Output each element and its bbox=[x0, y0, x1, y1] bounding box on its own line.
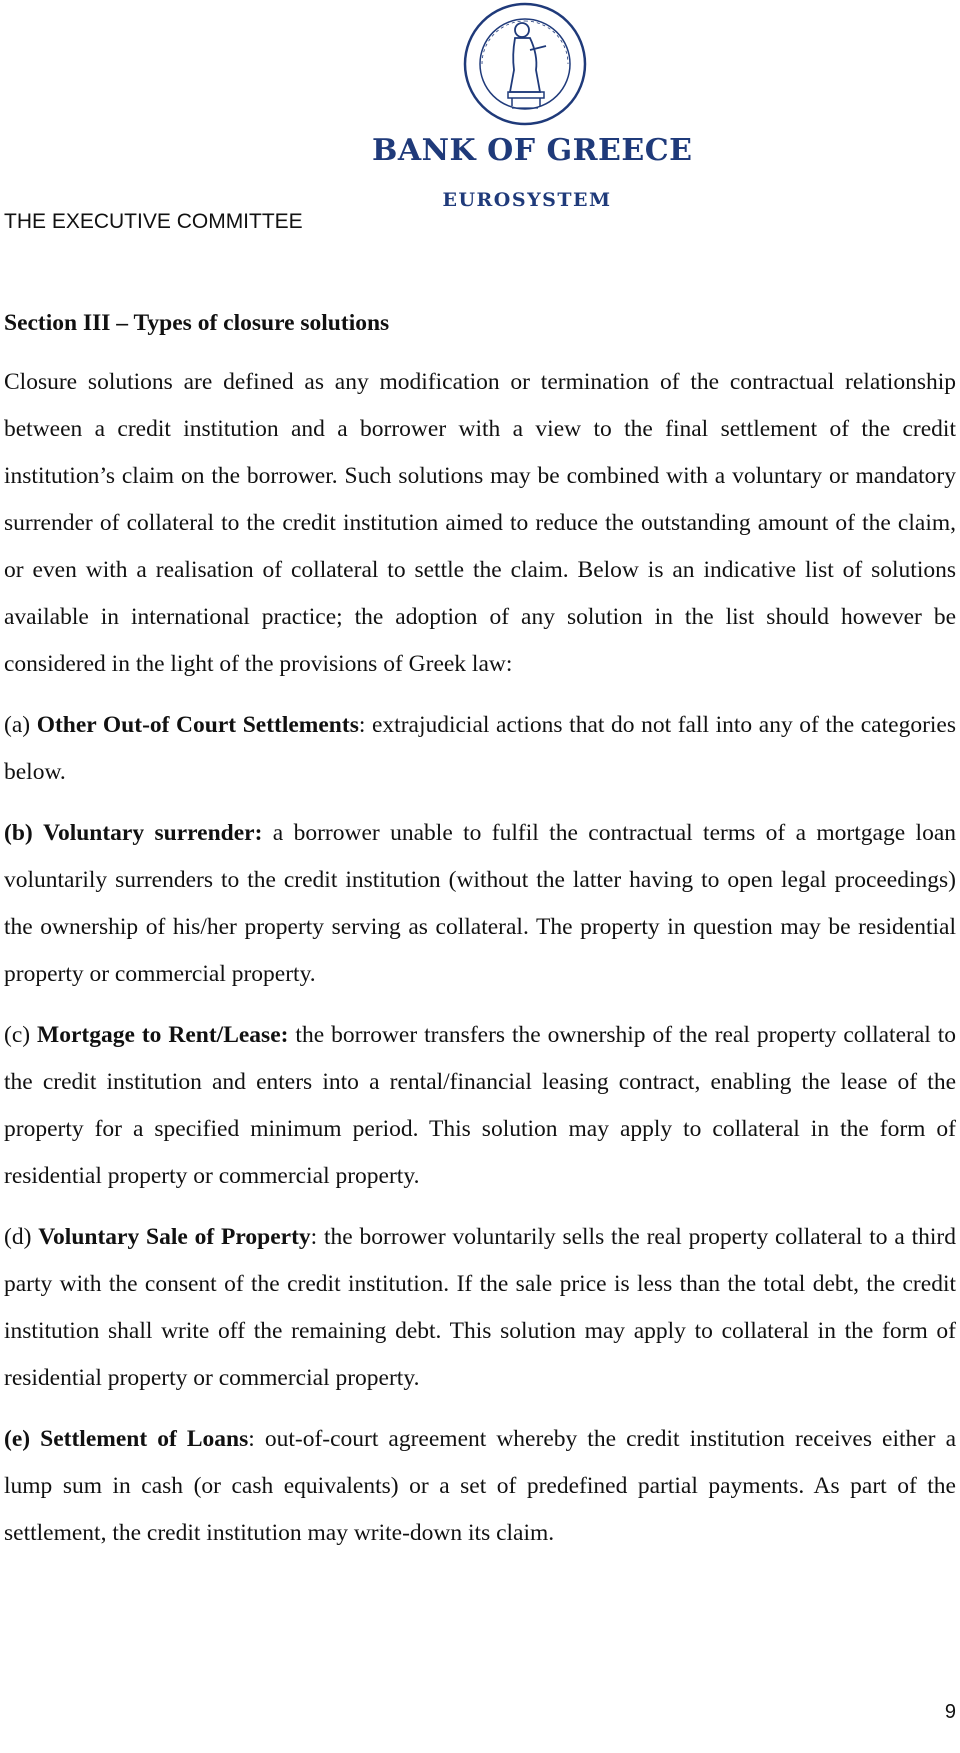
section-title: Section III – Types of closure solutions bbox=[4, 310, 390, 336]
list-item-a bbox=[4, 702, 956, 796]
bank-name: BANK OF GREECE bbox=[372, 133, 693, 168]
bank-seal-icon bbox=[452, 0, 598, 128]
list-item-e bbox=[4, 1416, 956, 1557]
document-body bbox=[4, 300, 956, 1571]
page-number: 9 bbox=[944, 1701, 956, 1723]
item-text: the borrower transfers the ownership of the real property collateral to the credit institution and enters into a rental/financial leasing contract, enabling the lease of the property for a specified minimum period. This solution may apply to collateral in the form of residential property or commercial property. bbox=[4, 1022, 957, 1189]
item-text: : the borrower voluntarily sells the real property collateral to a third party with the consent of the credit institution. If the sale price is less than the total debt, the credit institution shall write off the remaining debt. This solution may apply to collateral in the form of residential property or commercial property. bbox=[4, 1224, 957, 1391]
item-term: Other Out-of Court Settlements bbox=[36, 712, 359, 738]
item-term: Mortgage to Rent/Lease: bbox=[37, 1022, 289, 1048]
item-term: Settlement of Loans bbox=[40, 1426, 249, 1452]
committee-heading: THE EXECUTIVE COMMITTEE bbox=[4, 210, 303, 233]
intro-paragraph: Closure solutions are defined as any modification or termination of the contractual relationship between a credit institution and a borrower with a view to the final settlement of the credit institution’s claim on the borrower. Such solutions may be combined with a voluntary or mandatory surrender of collateral to the credit institution aimed to reduce the outstanding amount of the claim, or even with a realisation of collateral to settle the claim. Below is an indicative list of solutions available in international practice; the adoption of any solution in the list should however be considered in the light of the provisions of Greek law: bbox=[4, 369, 956, 677]
item-text: a borrower unable to fulfil the contractual terms of a mortgage loan voluntarily surrenders to the credit institution (without the latter having to open legal proceedings) the ownership of his/her property serving as collateral. The property in question may be residential property or commercial property. bbox=[4, 820, 956, 987]
list-item-b bbox=[4, 810, 956, 998]
item-label: (a) bbox=[4, 712, 31, 738]
list-item-d bbox=[4, 1214, 956, 1402]
list-item-c bbox=[4, 1012, 956, 1200]
item-text: : out-of-court agreement whereby the credit institution receives either a lump sum in cash (or cash equivalents) or a set of predefined partial payments. As part of the settlement, the credit institution may write-down its claim. bbox=[4, 1426, 956, 1546]
item-label: (e) bbox=[4, 1426, 31, 1452]
item-label: (b) bbox=[4, 820, 33, 846]
item-term: Voluntary Sale of Property bbox=[38, 1224, 311, 1250]
item-label: (d) bbox=[4, 1224, 32, 1250]
eurosystem-label: EUROSYSTEM bbox=[442, 189, 612, 211]
bank-of-greece-logo bbox=[372, 0, 693, 215]
item-text: : extrajudicial actions that do not fall into any of the categories below. bbox=[4, 712, 956, 785]
item-term: Voluntary surrender: bbox=[43, 820, 263, 846]
item-label: (c) bbox=[4, 1022, 31, 1048]
